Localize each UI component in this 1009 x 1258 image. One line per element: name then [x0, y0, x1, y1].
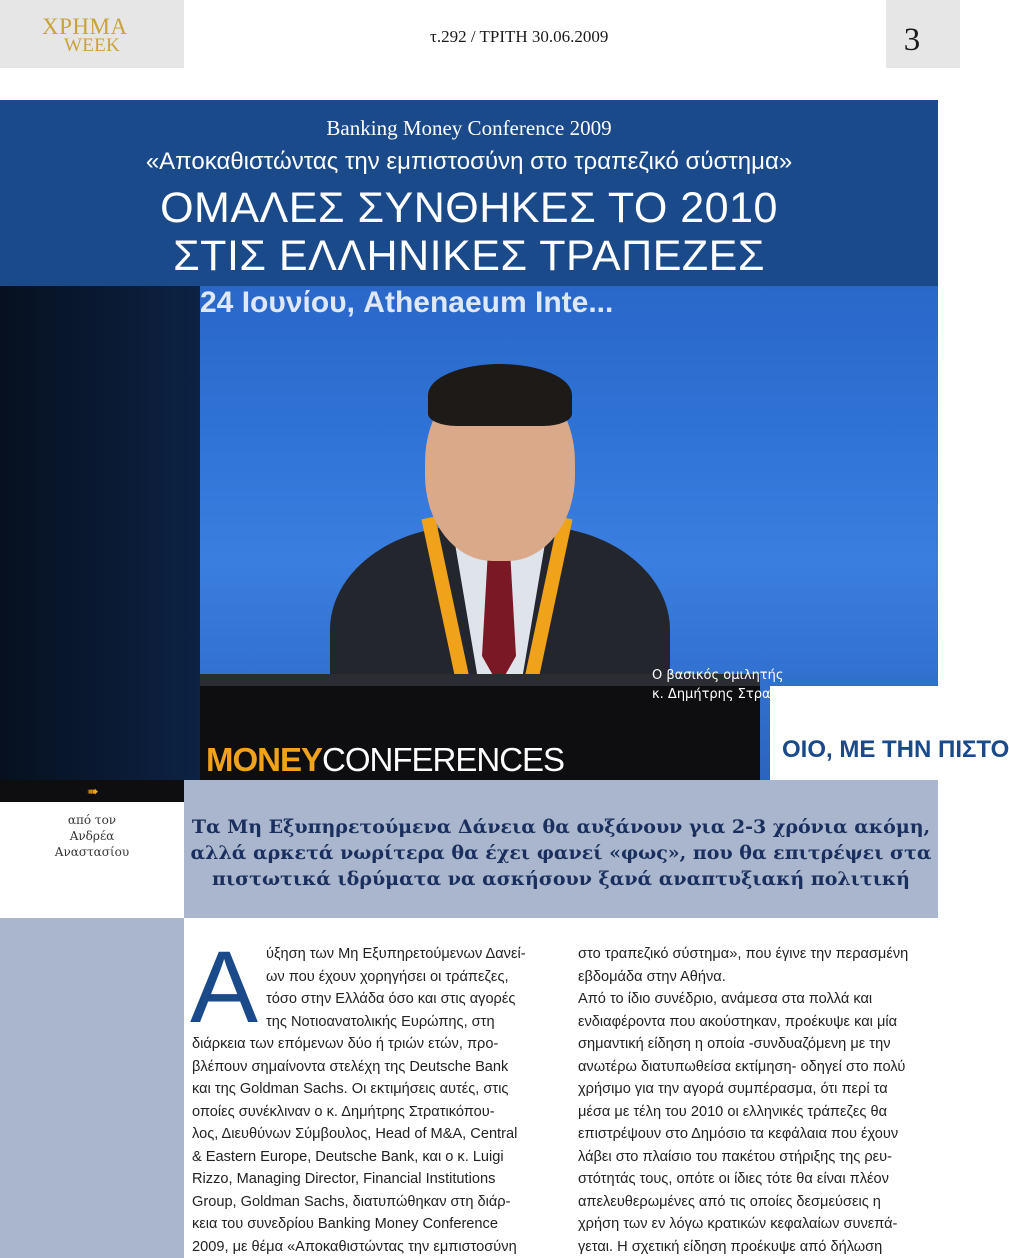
body-column-2 — [578, 943, 932, 1258]
caption-line-2: κ. Δημήτρης Στρατικόπουλος — [652, 687, 845, 702]
photo-caption — [652, 666, 852, 704]
page-number: 3 — [903, 22, 921, 58]
arrow-right-icon: ➠ — [87, 783, 99, 799]
body-line: στότητάς τους, οπότε οι ίδιες τότε θα είναι πλέον — [578, 1171, 889, 1187]
photo-slide-text: 24 Ιουνίου, Athenaeum Inte... — [200, 286, 614, 319]
lede-line-1: Τα Μη Εξυπηρετούμενα Δάνεια θα αυξάνουν για 2-3 χρόνια ακόμη, — [191, 816, 931, 838]
headline-line-1: ΟΜΑΛΕΣ ΣΥΝΘΗΚΕΣ ΤΟ 2010 — [160, 184, 778, 232]
body-line: 2009, με θέμα «Αποκαθιστώντας την εμπιστοσύνη — [192, 1238, 517, 1255]
lede-band — [184, 780, 938, 918]
byline — [0, 812, 184, 860]
photo-background-dark — [0, 286, 200, 780]
body-line: Group, Goldman Sachs, διατυπώθηκαν στη διάρ- — [192, 1193, 511, 1210]
caption-line-1: Ο βασικός ομιλητής — [652, 668, 784, 683]
logo-week-text: WEEK — [64, 35, 121, 56]
body-line: εβδομάδα στην Αθήνα. — [578, 968, 726, 985]
body-line: στο τραπεζικό σύστημα», που έγινε την περασμένη — [578, 946, 909, 962]
body-line: και της Goldman Sachs. Οι εκτιμήσεις αυτές, στις — [192, 1081, 509, 1097]
headline-line-2: ΣΤΙΣ ΕΛΛΗΝΙΚΕΣ ΤΡΑΠΕΖΕΣ — [173, 232, 765, 280]
speaker-hair — [428, 364, 572, 426]
page-number-box — [886, 0, 960, 68]
body-line: βλέπουν σημαίνοντα στελέχη της Deutsche Bank — [192, 1058, 509, 1075]
headline — [0, 184, 938, 280]
body-line: λάβει στο πλαίσιο του πακέτου στήριξης της ρευ- — [578, 1148, 893, 1165]
conference-theme: «Αποκαθιστώντας την εμπιστοσύνη στο τραπεζικό σύστημα» — [145, 148, 793, 175]
masthead-logo — [0, 0, 184, 68]
body-column-1 — [192, 943, 550, 1258]
body-line: χρήση των εν λόγω κρατικών κεφαλαίων συνεπά- — [578, 1216, 898, 1232]
body-line: οποίες συνέκλιναν ο κ. Δημήτρης Στρατικόπου- — [192, 1103, 495, 1120]
body-line: επιστρέψουν στο Δημόσιο τα κεφάλαια που έχουν — [578, 1126, 899, 1142]
lede-line-2: αλλά αρκετά νωρίτερα θα έχει φανεί «φως», που θα επιτρέψει στα — [190, 842, 932, 864]
body-line: Από το ίδιο συνέδριο, ανάμεσα στα πολλά και — [578, 991, 873, 1007]
body-line: ενδιαφέροντα που ακούστηκαν, προέκυψε και μία — [578, 1013, 898, 1030]
podium-sign-brand: MONEY — [206, 741, 323, 778]
logo-xrima-text: ΧΡΗΜΑ — [42, 14, 128, 39]
conference-name: Banking Money Conference 2009 — [326, 116, 612, 140]
body-line: απελευθερωμένες από τις οποίες δεσμεύσεις η — [578, 1193, 881, 1210]
screen-right-text: ΟΙΟ, ΜΕ ΤΗΝ ΠΙΣΤΟ — [782, 736, 1009, 763]
title-block — [0, 100, 938, 286]
body-line: χρήσιμο για την αγορά συμπέρασμα, ότι περί τα — [578, 1081, 888, 1097]
body-line: τόσο στην Ελλάδα όσο και στις αγορές — [266, 991, 516, 1007]
issue-info: τ.292 / ΤΡΙΤΗ 30.06.2009 — [430, 27, 609, 46]
body-line: Rizzo, Managing Director, Financial Institutions — [192, 1171, 496, 1187]
lede-line-3: πιστωτικά ιδρύματα να ασκήσουν ξανά αναπτυξιακή πολιτική — [212, 868, 910, 890]
body-line: λος, Διευθύνων Σύμβουλος, Head of M&A, Central — [192, 1126, 518, 1142]
body-line: ανωτέρω διατυπωθείσα εκτίμηση- οδηγεί στο πολύ — [578, 1058, 906, 1075]
podium-sign — [206, 741, 564, 779]
left-decor-strip — [0, 918, 184, 1258]
body-line: γεται. Η σχετική είδηση προέκυψε από δήλωση — [578, 1238, 883, 1255]
body-line: σημαντική είδηση η οποία -συνδυαζόμενη με την — [578, 1036, 891, 1052]
issue-bar — [190, 0, 880, 68]
speaker-photo — [0, 286, 1009, 780]
lede-text — [184, 814, 938, 892]
body-line: της Νοτιοανατολικής Ευρώπης, στη — [266, 1013, 495, 1030]
body-line: ων που έχουν χορηγήσει οι τράπεζες, — [266, 968, 509, 985]
body-line: ύξηση των Μη Εξυπηρετούμενων Δανεί- — [266, 946, 526, 962]
byline-line-1: από τον — [67, 813, 117, 827]
body-line: κεια του συνεδρίου Banking Money Conference — [192, 1216, 498, 1232]
body-line: μέσα με τέλη του 2010 οι ελληνικές τράπεζες θα — [578, 1103, 888, 1120]
body-line: & Eastern Europe, Deutsche Bank, και ο κ. Luigi — [192, 1148, 504, 1165]
body-line: διάρκεια των επόμενων δύο ή τριών ετών, προ- — [192, 1036, 499, 1052]
byline-line-3: Αναστασίου — [54, 845, 130, 859]
byline-line-2: Ανδρέα — [69, 829, 115, 843]
drop-cap: Α — [190, 930, 259, 1044]
podium-sign-tail: CONFERENCES — [322, 741, 565, 778]
